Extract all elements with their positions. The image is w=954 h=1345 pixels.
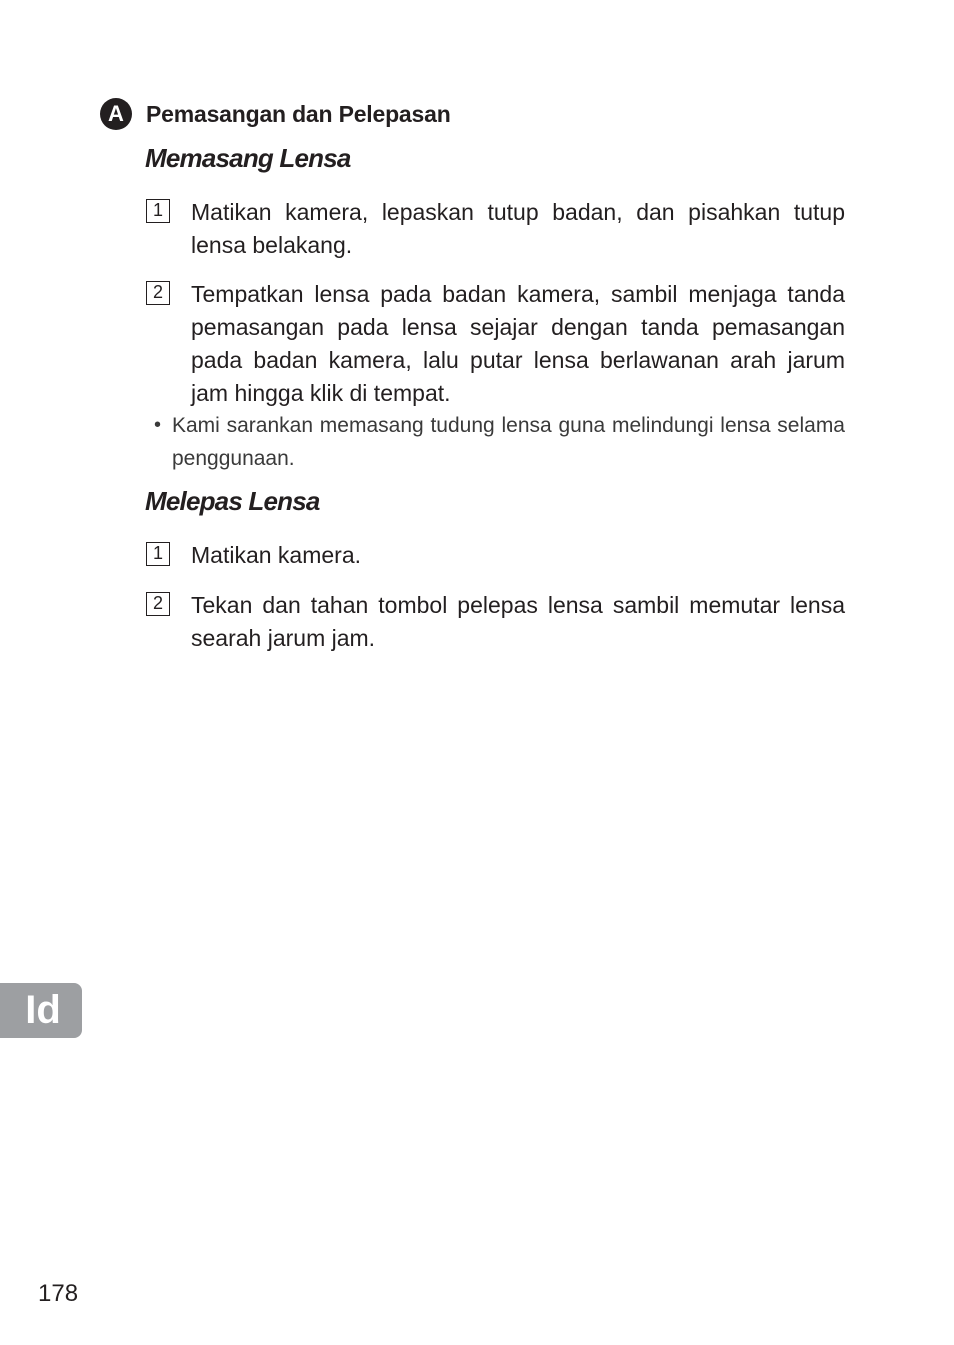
note-text: Kami sarankan memasang tudung lensa guna melindungi lensa selama penggunaan. <box>172 414 845 470</box>
section-badge-icon: A <box>100 98 132 130</box>
section-title: Pemasangan dan Pelepasan <box>146 100 451 127</box>
attach-step-1 <box>146 196 845 262</box>
step-number-box: 1 <box>146 542 170 566</box>
step-number-box: 2 <box>146 281 170 305</box>
step-text: Tekan dan tahan tombol pelepas lensa sambil memutar lensa searah jarum jam. <box>191 592 845 651</box>
language-tab: Id <box>0 983 82 1038</box>
step-text: Tempatkan lensa pada badan kamera, sambil menjaga tanda pemasangan pada lensa sejajar dengan tanda pemasangan pada badan kamera, lalu putar lensa berlawanan arah jarum jam hingga klik di tempat. <box>191 281 845 406</box>
page-number: 178 <box>38 1280 79 1307</box>
attach-step-2 <box>146 278 845 410</box>
detach-step-2 <box>146 589 845 655</box>
step-number-box: 2 <box>146 592 170 616</box>
step-text: Matikan kamera. <box>191 542 362 568</box>
step-text: Matikan kamera, lepaskan tutup badan, dan pisahkan tutup lensa belakang. <box>191 199 845 258</box>
step-number-box: 1 <box>146 199 170 223</box>
detach-step-1 <box>146 539 845 572</box>
section-heading <box>100 98 451 130</box>
bullet-icon: • <box>154 414 162 436</box>
lens-hood-note <box>154 409 845 475</box>
attach-lens-heading: Memasang Lensa <box>145 143 351 173</box>
detach-lens-heading: Melepas Lensa <box>145 486 320 516</box>
